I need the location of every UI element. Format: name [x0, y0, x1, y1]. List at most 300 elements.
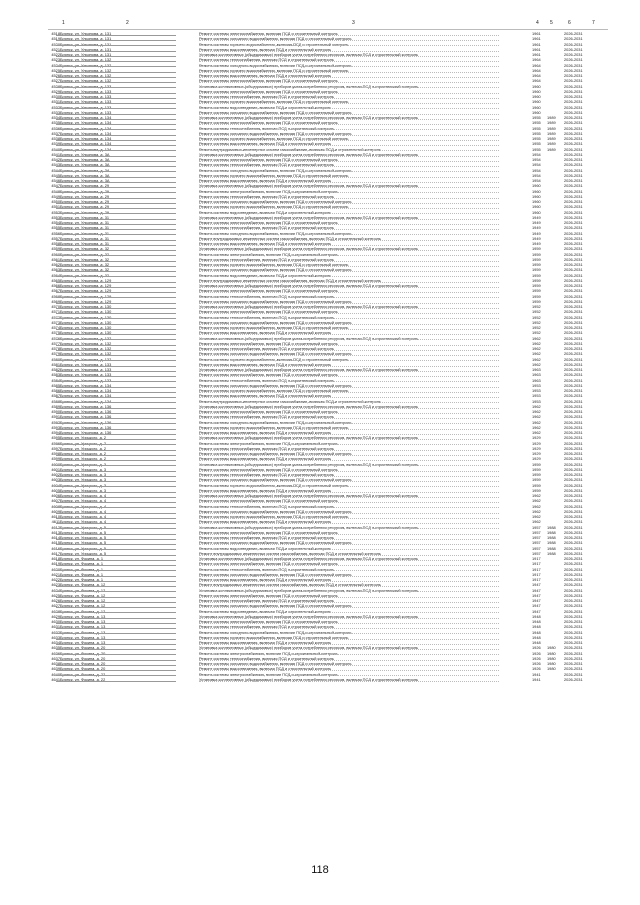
row-period: 2026-2031 [564, 519, 583, 525]
row-work-type: Ремонт системы горячего водоснабжения, включая ПСД и строительный контроль [199, 356, 349, 362]
row-build-year: 1954 [532, 167, 541, 173]
row-work-type: Ремонт системы водоотведения, включая ПСД и строительный контроль [199, 666, 332, 672]
row-number: 4541 [51, 151, 60, 157]
row-work-type: Установка коллективных (общедомовых) приборов учета потребления ресурсов, включая ПСД и строительный контроль [199, 676, 419, 682]
row-number: 4550 [51, 199, 60, 204]
row-address: Брянск, ул. Ульянова, д. 132 [60, 351, 112, 357]
row-build-year: 1948 [532, 634, 541, 640]
row-build-year: 1959 [532, 256, 541, 262]
row-work-type: Установка коллективных (общедомовых) приборов учета потребления ресурсов, включая ПСД и строительный контроль [199, 246, 419, 252]
row-period: 2026-2031 [564, 146, 583, 152]
row-period: 2026-2031 [564, 598, 583, 603]
row-period: 2026-2031 [564, 382, 583, 388]
row-period: 2026-2031 [564, 298, 583, 304]
row-address: Брянск, ул. Урицкого, д. 3 [60, 461, 107, 467]
row-address: Брянск, ул. Ульянова, д. 131 [60, 41, 112, 47]
row-number: 4607 [51, 498, 60, 504]
row-work-type: Ремонт системы холодного водоснабжения, включая ПСД и строительный контроль [199, 629, 352, 635]
row-address: Брянск, ул. Ульянова, д. 32 [60, 256, 110, 262]
row-rebuild-year: 1988 [547, 550, 556, 556]
header-col-2: 2 [126, 20, 129, 26]
row-address: Брянск, ул. Ульянова, д. 136 [60, 430, 112, 435]
row-address: Брянск, ул. Ульянова, д. 132 [60, 67, 112, 73]
row-work-type: Ремонт системы теплоснабжения, включая ПСД и строительный контроль [199, 503, 334, 509]
row-period: 2026-2031 [564, 367, 583, 372]
row-period: 2026-2031 [564, 235, 583, 241]
row-address: Брянск, ул. Ульянова, д. 131 [60, 46, 112, 52]
row-work-type: Ремонт системы водоотведения, включая ПСД и строительный контроль [199, 430, 332, 435]
row-build-year: 1962 [532, 498, 541, 504]
row-work-type: Ремонт системы холодного водоснабжения, включая ПСД и строительный контроль [199, 167, 352, 173]
row-work-type: Установка коллективных (общедомовых) приборов учета потребления ресурсов, включая ПСД и строительный контроль [199, 151, 419, 157]
row-build-year: 1962 [532, 335, 541, 341]
row-number: 4557 [51, 235, 60, 241]
row-number: 4580 [51, 356, 60, 362]
row-rebuild-year: 1988 [547, 540, 556, 546]
row-period: 2026-2031 [564, 603, 583, 609]
row-build-year: 1957 [532, 524, 541, 530]
row-period: 2026-2031 [564, 88, 583, 94]
row-build-year: 1962 [532, 403, 541, 409]
row-number: 4603 [51, 477, 60, 483]
row-build-year: 1960 [532, 104, 541, 110]
row-work-type: Ремонт системы холодного водоснабжения, включая ПСД и строительный контроль [199, 199, 352, 204]
row-build-year: 1926 [532, 666, 541, 672]
header-rule [48, 29, 608, 30]
row-address: Брянск, ул. Ульянова, д. 136 [60, 403, 112, 409]
row-work-type: Ремонт системы холодного водоснабжения, включая ПСД и строительный контроль [199, 508, 352, 514]
row-period: 2026-2031 [564, 661, 583, 666]
row-number: 4565 [51, 277, 60, 283]
row-number: 4621 [51, 571, 60, 577]
row-period: 2026-2031 [564, 67, 583, 73]
row-number: 4587 [51, 393, 60, 399]
row-work-type: Ремонт системы теплоснабжения, включая ПСД и строительный контроль [199, 414, 334, 420]
row-period: 2026-2031 [564, 104, 583, 110]
row-build-year: 1960 [532, 199, 541, 204]
row-address: Брянск, ул. Ульянова, д. 31 [60, 214, 110, 220]
row-period: 2026-2031 [564, 361, 583, 367]
row-build-year: 1961 [532, 36, 541, 42]
row-address: Брянск, ул. Фокина, д. 1 [60, 566, 104, 572]
row-number: 4635 [51, 645, 60, 651]
row-build-year: 1959 [532, 477, 541, 483]
row-work-type: Ремонт системы теплоснабжения, включая ПСД и строительный контроль [199, 472, 334, 477]
row-number: 4578 [51, 346, 60, 351]
row-period: 2026-2031 [564, 650, 583, 656]
row-address: Брянск, ул. Фокина, д. 12 [60, 582, 106, 588]
row-address: Брянск, ул. Ульянова, д. 136 [60, 424, 112, 430]
row-build-year: 1962 [532, 519, 541, 525]
row-build-year: 1948 [532, 640, 541, 645]
row-work-type: Ремонт системы электроснабжения, включая ПСД и строительный контроль [199, 466, 338, 472]
row-number: 4567 [51, 288, 60, 294]
row-period: 2026-2031 [564, 214, 583, 220]
row-address: Брянск, ул. Ульянова, д. 31 [60, 220, 110, 225]
row-number: 4597 [51, 445, 60, 451]
row-period: 2026-2031 [564, 46, 583, 52]
row-period: 2026-2031 [564, 435, 583, 441]
row-number: 4617 [51, 550, 60, 556]
row-build-year: 1957 [532, 545, 541, 551]
row-address: Брянск, ул. Ульянова, д. 31 [60, 241, 110, 246]
row-work-type: Ремонт системы холодного водоснабжения, включая ПСД и строительный контроль [199, 130, 352, 136]
row-build-year: 1952 [532, 314, 541, 320]
row-work-type: Ремонт системы теплоснабжения, включая ПСД и строительный контроль [199, 94, 334, 99]
row-address: Брянск, ул. Урицкого, д. 3 [60, 472, 107, 477]
row-number: 4605 [51, 487, 60, 493]
row-address: Брянск, ул. Ульянова, д. 129 [60, 293, 112, 299]
row-build-year: 1959 [532, 267, 541, 273]
row-address: Брянск, ул. Фокина, д. 20 [60, 655, 106, 661]
row-address: Брянск, ул. Ульянова, д. 129 [60, 298, 112, 304]
row-period: 2026-2031 [564, 493, 583, 498]
row-work-type: Ремонт системы водоотведения, включая ПСД и строительный контроль [199, 608, 332, 614]
row-number: 4596 [51, 440, 60, 446]
row-number: 4547 [51, 183, 60, 189]
row-work-type: Ремонт системы электроснабжения, включая ПСД и строительный контроль [199, 188, 338, 194]
row-build-year: 1964 [532, 78, 541, 84]
row-work-type: Ремонт системы электроснабжения, включая ПСД и строительный контроль [199, 157, 338, 162]
row-address: Брянск, ул. Фокина, д. 13 [60, 629, 106, 635]
row-address: Брянск, ул. Урицкого, д. 5 [60, 529, 107, 535]
row-build-year: 1917 [532, 566, 541, 572]
row-period: 2026-2031 [564, 57, 583, 63]
row-address: Брянск, ул. Фокина, д. 12 [60, 603, 106, 609]
row-period: 2026-2031 [564, 319, 583, 325]
header-col-3: 3 [352, 20, 355, 26]
row-number: 4548 [51, 188, 60, 194]
row-period: 2026-2031 [564, 256, 583, 262]
row-period: 2026-2031 [564, 445, 583, 451]
row-period: 2026-2031 [564, 309, 583, 315]
row-address: Брянск, ул. Ульянова, д. 3А [60, 167, 110, 173]
row-work-type: Ремонт внутридомовых инженерных систем газоснабжения, включая ПСД и строительный контроль [199, 146, 381, 152]
row-build-year: 1960 [532, 83, 541, 89]
row-period: 2026-2031 [564, 351, 583, 357]
row-work-type: Ремонт системы электроснабжения, включая ПСД и строительный контроль [199, 288, 338, 294]
row-period: 2026-2031 [564, 377, 583, 383]
row-address: Брянск, ул. Урицкого, д. 2 [60, 456, 107, 462]
row-period: 2026-2031 [564, 225, 583, 231]
row-number: 4614 [51, 535, 60, 540]
row-build-year: 1955 [532, 115, 541, 120]
row-period: 2026-2031 [564, 172, 583, 178]
row-address: Брянск, ул. Урицкого, д. 3 [60, 482, 107, 488]
row-address: Брянск, ул. Ульянова, д. 130 [60, 319, 112, 325]
row-period: 2026-2031 [564, 99, 583, 105]
row-work-type: Установка коллективных (общедомовых) приборов учета потребления ресурсов, включая ПСД и строительный контроль [199, 524, 419, 530]
row-address: Брянск, ул. Ульянова, д. 29 [60, 199, 110, 204]
row-work-type: Установка коллективных (общедомовых) приборов учета потребления ресурсов, включая ПСД и строительный контроль [199, 52, 419, 57]
row-number: 4638 [51, 661, 60, 666]
row-number: 4546 [51, 178, 60, 183]
row-period: 2026-2031 [564, 503, 583, 509]
row-work-type: Ремонт системы водоотведения, включая ПСД и строительный контроль [199, 241, 332, 246]
row-work-type: Ремонт системы электроснабжения, включая ПСД и строительный контроль [199, 220, 338, 225]
row-build-year: 1953 [532, 382, 541, 388]
row-build-year: 1929 [532, 456, 541, 462]
row-period: 2026-2031 [564, 52, 583, 57]
row-build-year: 1962 [532, 503, 541, 509]
row-build-year: 1962 [532, 340, 541, 346]
row-build-year: 1926 [532, 655, 541, 661]
row-build-year: 1959 [532, 472, 541, 477]
row-number: 4563 [51, 267, 60, 273]
row-number: 4611 [51, 519, 60, 525]
row-work-type: Ремонт системы электроснабжения, включая ПСД и строительный контроль [199, 78, 338, 84]
row-period: 2026-2031 [564, 62, 583, 68]
row-work-type: Установка коллективных (общедомовых) приборов учета потребления ресурсов, включая ПСД и строительный контроль [199, 367, 419, 372]
row-address: Брянск, ул. Ульянова, д. 134 [60, 115, 112, 120]
row-number: 4628 [51, 608, 60, 614]
row-address: Брянск, ул. Ульянова, д. 3А [60, 172, 110, 178]
row-period: 2026-2031 [564, 666, 583, 672]
row-period: 2026-2031 [564, 388, 583, 393]
row-work-type: Ремонт системы холодного водоснабжения, включая ПСД и строительный контроль [199, 267, 352, 273]
row-address: Брянск, ул. Ульянова, д. 29 [60, 188, 110, 194]
row-period: 2026-2031 [564, 477, 583, 483]
row-work-type: Установка коллективных (общедомовых) приборов учета потребления ресурсов, включая ПСД и строительный контроль [199, 304, 419, 309]
row-build-year: 1962 [532, 409, 541, 414]
row-build-year: 1952 [532, 304, 541, 309]
row-work-type: Ремонт системы водоотведения, включая ПСД и строительный контроль [199, 46, 332, 52]
row-address: Брянск, ул. Ульянова, д. 134 [60, 393, 112, 399]
row-period: 2026-2031 [564, 624, 583, 630]
row-work-type: Ремонт системы водоотведения, включая ПСД и строительный контроль [199, 361, 332, 367]
row-build-year: 1929 [532, 445, 541, 451]
row-address: Брянск, ул. Ульянова, д. 32 [60, 272, 110, 278]
row-address: Брянск, ул. Ульянова, д. 130 [60, 309, 112, 315]
row-build-year: 1964 [532, 62, 541, 68]
row-address: Брянск, ул. Ульянова, д. 136 [60, 409, 112, 414]
row-address: Брянск, ул. Ульянова, д. 31 [60, 225, 110, 231]
row-address: Брянск, ул. Фокина, д. 12 [60, 592, 106, 598]
row-address: Брянск, ул. Ульянова, д. 32 [60, 267, 110, 273]
row-period: 2026-2031 [564, 566, 583, 572]
row-address: Брянск, ул. Фокина, д. 13 [60, 619, 106, 624]
row-number: 4591 [51, 414, 60, 420]
row-period: 2026-2031 [564, 540, 583, 546]
row-build-year: 1949 [532, 214, 541, 220]
row-address: Брянск, ул. Фокина, д. 12 [60, 587, 106, 593]
row-work-type: Ремонт системы горячего водоснабжения, включая ПСД и строительный контроль [199, 388, 349, 393]
row-address: Брянск, ул. Ульянова, д. 134 [60, 141, 112, 147]
row-address: Брянск, ул. Ульянова, д. 130 [60, 330, 112, 336]
row-address: Брянск, ул. Фокина, д. 1 [60, 561, 104, 567]
row-period: 2026-2031 [564, 472, 583, 477]
row-number: 4600 [51, 461, 60, 467]
row-address: Брянск, ул. Ульянова, д. 133 [60, 367, 112, 372]
row-period: 2026-2031 [564, 188, 583, 194]
row-rebuild-year: 1980 [547, 650, 556, 656]
row-period: 2026-2031 [564, 676, 583, 682]
row-number: 4640 [51, 671, 60, 677]
row-number: 4622 [51, 577, 60, 582]
row-period: 2026-2031 [564, 529, 583, 535]
row-period: 2026-2031 [564, 508, 583, 514]
row-number: 4612 [51, 524, 60, 530]
row-period: 2026-2031 [564, 550, 583, 556]
row-number: 4629 [51, 613, 60, 619]
row-address: Брянск, ул. Фокина, д. 1 [60, 571, 104, 577]
row-address: Брянск, ул. Ульянова, д. 129 [60, 277, 112, 283]
row-period: 2026-2031 [564, 498, 583, 504]
row-address: Брянск, ул. Ульянова, д. 29 [60, 183, 110, 189]
row-build-year: 1926 [532, 661, 541, 666]
row-number: 4610 [51, 514, 60, 519]
row-address: Брянск, ул. Фокина, д. 13 [60, 640, 106, 645]
row-number: 4530 [51, 94, 60, 99]
row-work-type: Ремонт системы электроснабжения, включая ПСД и строительный контроль [199, 31, 338, 36]
row-work-type: Ремонт системы электроснабжения, включая ПСД и строительный контроль [199, 619, 338, 624]
row-number: 4581 [51, 361, 60, 367]
row-number: 4575 [51, 330, 60, 336]
header-col-4: 4 [536, 20, 539, 26]
row-address: Брянск, ул. Ульянова, д. 133 [60, 94, 112, 99]
row-number: 4625 [51, 592, 60, 598]
row-build-year: 1917 [532, 561, 541, 567]
row-work-type: Ремонт системы водоотведения, включая ПСД и строительный контроль [199, 577, 332, 582]
row-number: 4573 [51, 319, 60, 325]
row-number: 4619 [51, 561, 60, 567]
row-period: 2026-2031 [564, 204, 583, 210]
row-address: Брянск, ул. Ульянова, д. 129 [60, 283, 112, 288]
row-underline [56, 681, 176, 682]
row-work-type: Ремонт системы теплоснабжения, включая ПСД и строительный контроль [199, 377, 334, 383]
row-period: 2026-2031 [564, 466, 583, 472]
row-work-type: Ремонт системы горячего водоснабжения, включая ПСД и строительный контроль [199, 325, 349, 330]
row-build-year: 1960 [532, 109, 541, 115]
row-period: 2026-2031 [564, 398, 583, 404]
row-address: Брянск, ул. Урицкого, д. 5 [60, 545, 107, 551]
row-period: 2026-2031 [564, 440, 583, 446]
row-number: 4627 [51, 603, 60, 609]
row-period: 2026-2031 [564, 487, 583, 493]
row-number: 4522 [51, 52, 60, 57]
row-address: Брянск, ул. Ульянова, д. 134 [60, 120, 112, 126]
row-build-year: 1947 [532, 608, 541, 614]
row-build-year: 1961 [532, 31, 541, 36]
row-number: 4636 [51, 650, 60, 656]
row-address: Брянск, ул. Ульянова, д. 136 [60, 419, 112, 425]
row-period: 2026-2031 [564, 556, 583, 561]
row-build-year: 1961 [532, 52, 541, 57]
row-build-year: 1962 [532, 346, 541, 351]
row-number: 4632 [51, 629, 60, 635]
row-number: 4555 [51, 225, 60, 231]
row-address: Брянск, ул. Ульянова, д. 133 [60, 372, 112, 378]
row-address: Брянск, ул. Фокина, д. 22 [60, 671, 106, 677]
row-work-type: Ремонт системы водоотведения, включая ПСД и строительный контроль [199, 141, 332, 147]
row-address: Брянск, ул. Ульянова, д. 132 [60, 57, 112, 63]
row-work-type: Ремонт системы электроснабжения, включая ПСД и строительный контроль [199, 340, 338, 346]
row-number: 4608 [51, 503, 60, 509]
row-number: 4572 [51, 314, 60, 320]
row-work-type: Установка коллективных (общедомовых) приборов учета потребления ресурсов, включая ПСД и строительный контроль [199, 461, 419, 467]
row-period: 2026-2031 [564, 288, 583, 294]
row-address: Брянск, ул. Ульянова, д. 3А [60, 157, 110, 162]
row-work-type: Ремонт системы водоотведения, включая ПСД и строительный контроль [199, 104, 332, 110]
row-work-type: Ремонт системы холодного водоснабжения, включая ПСД и строительный контроль [199, 109, 352, 115]
row-address: Брянск, ул. Урицкого, д. 3 [60, 487, 107, 493]
row-build-year: 1926 [532, 645, 541, 651]
row-address: Брянск, ул. Ульянова, д. 132 [60, 335, 112, 341]
row-build-year: 1960 [532, 99, 541, 105]
row-work-type: Ремонт системы водоотведения, включая ПСД и строительный контроль [199, 272, 332, 278]
row-period: 2026-2031 [564, 461, 583, 467]
row-number: 4553 [51, 214, 60, 220]
row-build-year: 1962 [532, 514, 541, 519]
row-address: Брянск, ул. Урицкого, д. 2 [60, 445, 107, 451]
row-period: 2026-2031 [564, 545, 583, 551]
row-number: 4570 [51, 304, 60, 309]
row-period: 2026-2031 [564, 372, 583, 378]
row-build-year: 1960 [532, 88, 541, 94]
row-build-year: 1963 [532, 372, 541, 378]
row-period: 2026-2031 [564, 36, 583, 42]
row-period: 2026-2031 [564, 246, 583, 252]
row-address: Брянск, ул. Ульянова, д. 31 [60, 230, 110, 236]
row-work-type: Установка коллективных (общедомовых) приборов учета потребления ресурсов, включая ПСД и строительный контроль [199, 115, 419, 120]
row-work-type: Ремонт системы электроснабжения, включая ПСД и строительный контроль [199, 251, 338, 257]
row-address: Брянск, ул. Ульянова, д. 129 [60, 288, 112, 294]
page-number: 118 [311, 864, 329, 876]
row-number: 4637 [51, 655, 60, 661]
row-address: Брянск, ул. Ульянова, д. 136 [60, 414, 112, 420]
row-work-type: Ремонт системы теплоснабжения, включая ПСД и строительный контроль [199, 125, 334, 131]
row-number: 4579 [51, 351, 60, 357]
header-col-1: 1 [62, 20, 65, 26]
row-period: 2026-2031 [564, 671, 583, 677]
row-address: Брянск, ул. Ульянова, д. 32 [60, 262, 110, 267]
row-address: Брянск, ул. Урицкого, д. 4 [60, 519, 107, 525]
row-period: 2026-2031 [564, 73, 583, 78]
row-number: 4633 [51, 634, 60, 640]
row-address: Брянск, ул. Фокина, д. 20 [60, 666, 106, 672]
row-build-year: 1960 [532, 94, 541, 99]
row-number: 4537 [51, 130, 60, 136]
row-number: 4543 [51, 162, 60, 168]
row-work-type: Ремонт системы водоотведения, включая ПСД и строительный контроль [199, 178, 332, 183]
row-work-type: Установка коллективных (общедомовых) приборов учета потребления ресурсов, включая ПСД и строительный контроль [199, 613, 419, 619]
row-number: 4593 [51, 424, 60, 430]
row-number: 4602 [51, 472, 60, 477]
row-build-year: 1954 [532, 157, 541, 162]
row-period: 2026-2031 [564, 272, 583, 278]
row-work-type: Установка коллективных (общедомовых) приборов учета потребления ресурсов, включая ПСД и строительный контроль [199, 587, 419, 593]
row-address: Брянск, ул. Урицкого, д. 2 [60, 440, 107, 446]
row-work-type: Ремонт системы горячего водоснабжения, включая ПСД и строительный контроль [199, 482, 349, 488]
row-number: 4533 [51, 109, 60, 115]
row-address: Брянск, ул. Ульянова, д. 130 [60, 304, 112, 309]
row-build-year: 1953 [532, 398, 541, 404]
row-work-type: Ремонт системы теплоснабжения, включая ПСД и строительный контроль [199, 193, 334, 199]
row-address: Брянск, ул. Ульянова, д. 32 [60, 251, 110, 257]
row-build-year: 1959 [532, 466, 541, 472]
row-period: 2026-2031 [564, 94, 583, 99]
row-build-year: 1941 [532, 676, 541, 682]
row-period: 2026-2031 [564, 640, 583, 645]
row-work-type: Ремонт системы холодного водоснабжения, включая ПСД и строительный контроль [199, 477, 352, 483]
row-period: 2026-2031 [564, 304, 583, 309]
row-address: Брянск, ул. Фокина, д. 1 [60, 577, 104, 582]
row-period: 2026-2031 [564, 613, 583, 619]
row-period: 2026-2031 [564, 587, 583, 593]
row-build-year: 1959 [532, 293, 541, 299]
row-address: Брянск, ул. Ульянова, д. 131 [60, 52, 112, 57]
row-build-year: 1954 [532, 178, 541, 183]
